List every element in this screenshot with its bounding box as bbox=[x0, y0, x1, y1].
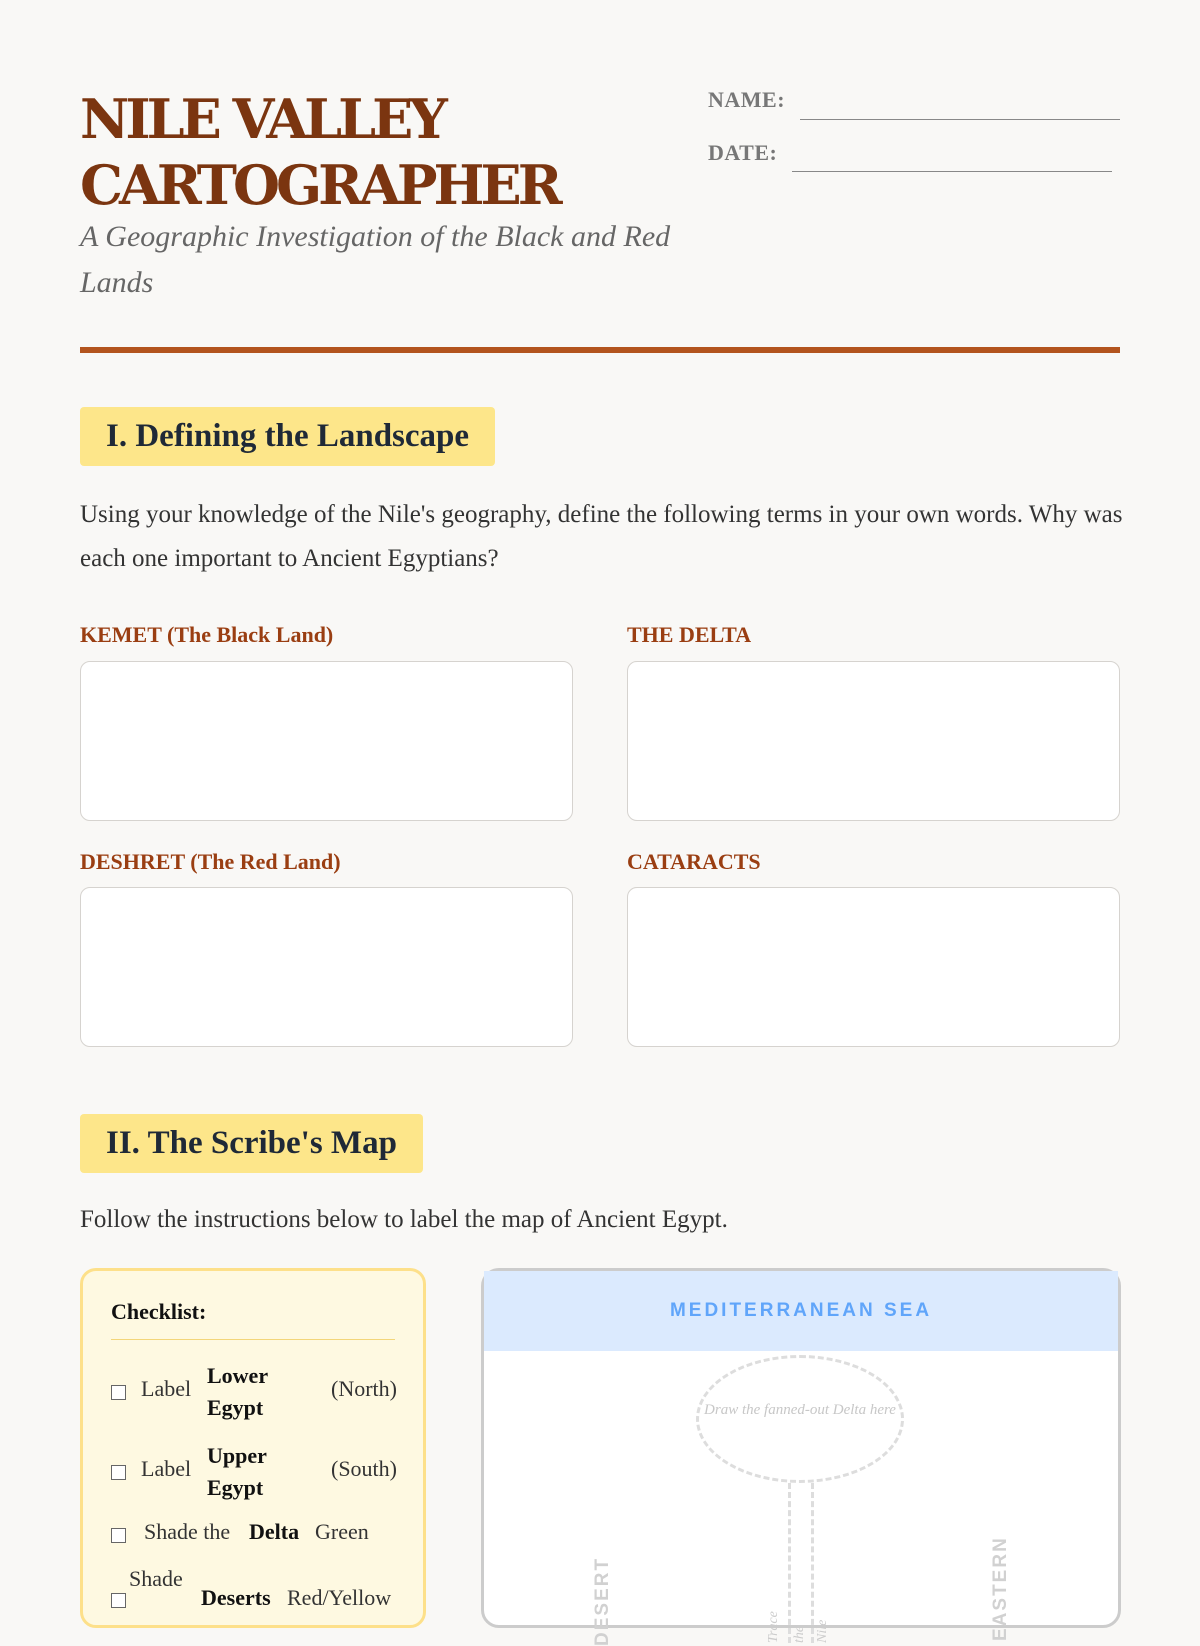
nile-hint-2: the bbox=[792, 1625, 807, 1643]
name-label: NAME: bbox=[708, 87, 786, 112]
checklist-bold-delta: Delta bbox=[249, 1519, 300, 1544]
title-line-1: NILE VALLEY bbox=[80, 87, 444, 151]
east-desert-label: EASTERN bbox=[990, 1536, 1011, 1641]
name-field[interactable] bbox=[800, 119, 1120, 120]
definition-box-deshret[interactable] bbox=[80, 887, 573, 1047]
nile-hint-3: Nile bbox=[815, 1619, 830, 1643]
checklist-item-deserts: Shade Deserts Red/Yellow bbox=[111, 1566, 397, 1630]
delta-drawing-area[interactable] bbox=[696, 1355, 904, 1483]
term-label-delta: THE DELTA bbox=[627, 622, 752, 647]
section-1-heading: I. Defining the Landscape bbox=[80, 407, 495, 466]
delta-hint: Draw the fanned-out Delta here bbox=[704, 1402, 896, 1418]
checklist-divider bbox=[111, 1339, 395, 1340]
date-field[interactable] bbox=[792, 171, 1112, 172]
checklist-bold-lower-egypt: Lower Egypt bbox=[207, 1363, 268, 1420]
date-label: DATE: bbox=[708, 140, 778, 165]
section-1-intro: Using your knowledge of the Nile's geography, define the following terms in your own words. Why was each one important to Ancient Egyptians? bbox=[80, 501, 1123, 572]
definition-box-kemet[interactable] bbox=[80, 661, 573, 821]
section-2-intro: Follow the instructions below to label the map of Ancient Egypt. bbox=[80, 1206, 728, 1233]
title-line-2: CARTOGRAPHER bbox=[80, 153, 559, 217]
term-label-kemet: KEMET (The Black Land) bbox=[80, 622, 334, 647]
map-checklist bbox=[80, 1268, 426, 1628]
section-2-heading: II. The Scribe's Map bbox=[80, 1114, 423, 1173]
nile-hint-1: Trace bbox=[766, 1611, 781, 1643]
checkbox-delta[interactable] bbox=[111, 1528, 126, 1543]
term-label-deshret: DESHRET (The Red Land) bbox=[80, 849, 341, 874]
term-label-cataracts: CATARACTS bbox=[627, 849, 761, 874]
west-desert-label: DESERT bbox=[592, 1556, 613, 1646]
checklist-item-delta: Shade the Delta Green bbox=[111, 1519, 397, 1553]
checklist-title: Checklist: bbox=[111, 1299, 207, 1324]
checklist-bold-deserts: Deserts bbox=[201, 1585, 271, 1610]
checkbox-upper-egypt[interactable] bbox=[111, 1465, 126, 1480]
checklist-item-lower-egypt: Label Lower Egypt (North) bbox=[111, 1360, 397, 1424]
checkbox-lower-egypt[interactable] bbox=[111, 1385, 126, 1400]
worksheet-title bbox=[80, 86, 559, 218]
definition-box-cataracts[interactable] bbox=[627, 887, 1120, 1047]
header-divider bbox=[80, 347, 1120, 353]
checklist-item-upper-egypt: Label Upper Egypt (South) bbox=[111, 1440, 397, 1504]
definition-box-delta[interactable] bbox=[627, 661, 1120, 821]
checklist-bold-upper-egypt: Upper Egypt bbox=[207, 1443, 267, 1500]
egypt-map[interactable] bbox=[481, 1268, 1121, 1646]
sea-label: MEDITERRANEAN SEA bbox=[484, 1271, 1118, 1351]
nile-trace-line-right bbox=[811, 1483, 814, 1643]
worksheet-subtitle: A Geographic Investigation of the Black and Red Lands bbox=[80, 220, 671, 299]
checkbox-deserts[interactable] bbox=[111, 1593, 126, 1608]
nile-trace-line-left bbox=[788, 1483, 791, 1643]
